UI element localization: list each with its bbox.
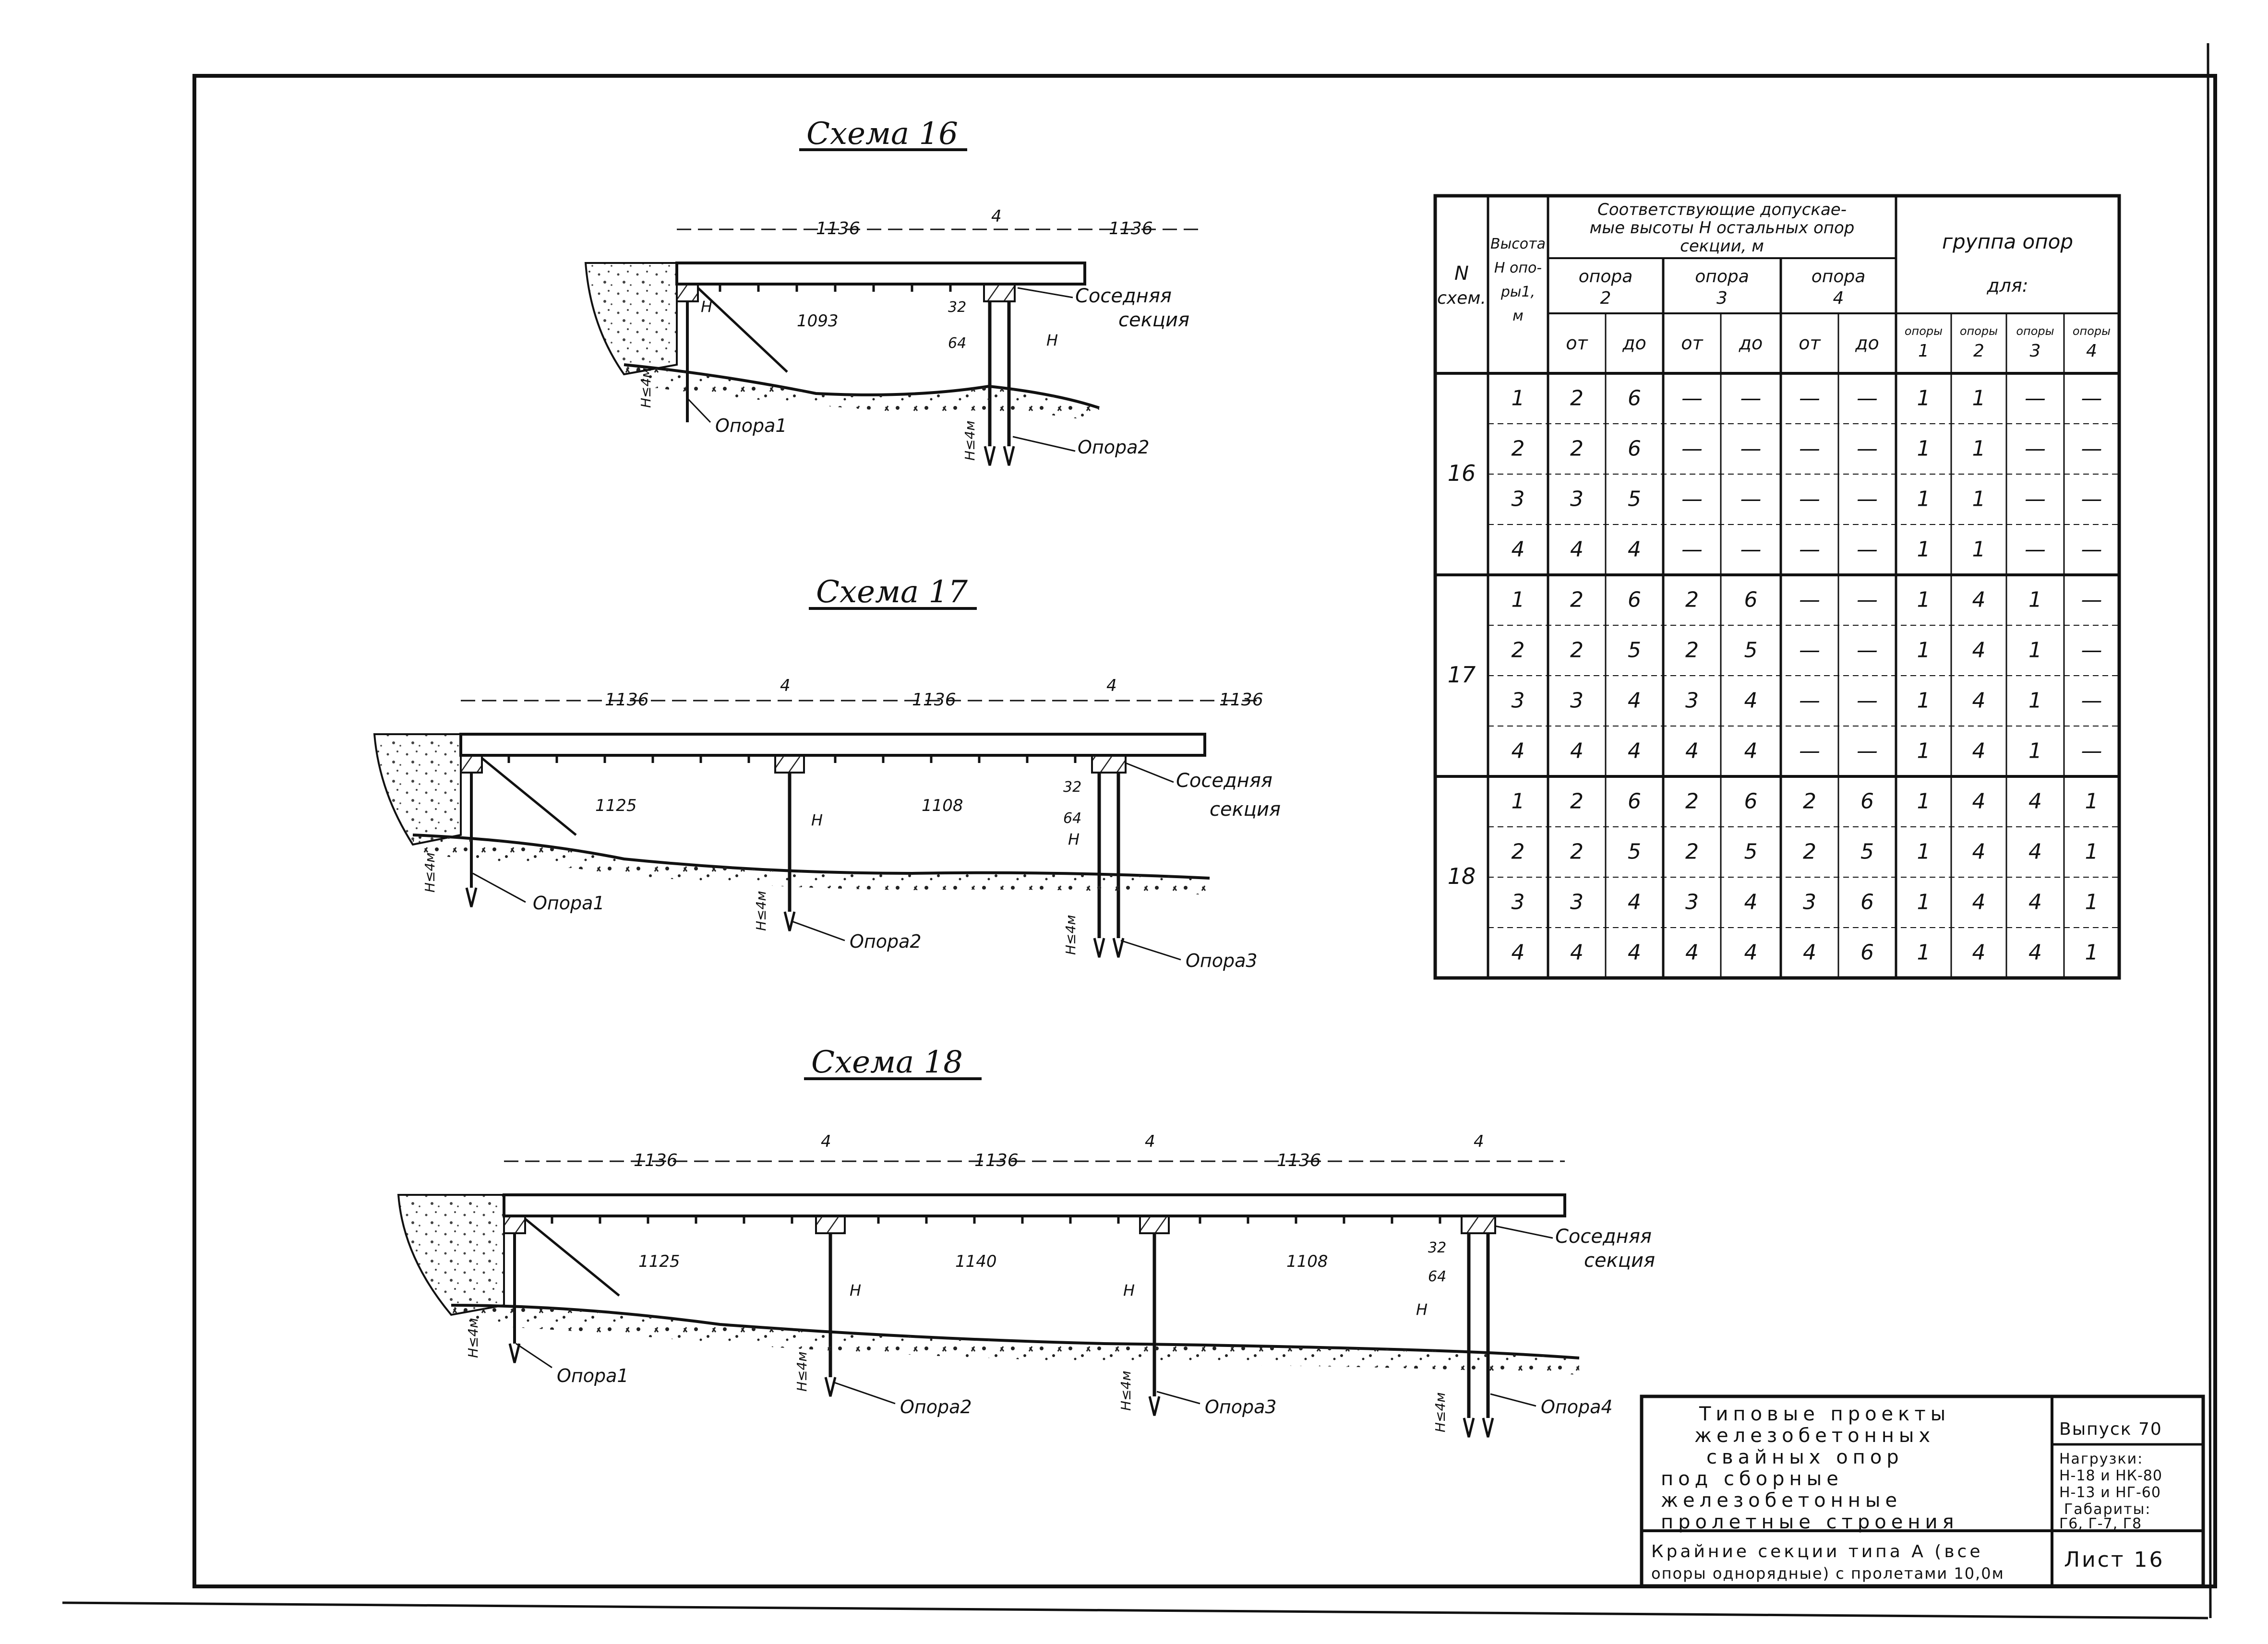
table-cell-h: 2 xyxy=(1511,638,1525,663)
scheme-17-support-1: Опора1 xyxy=(533,893,605,914)
scheme-18-clear-span-3: 1108 xyxy=(1286,1252,1328,1271)
table-cell-o2to: 4 xyxy=(1628,940,1641,965)
col-support-number: 2 xyxy=(1600,288,1611,308)
table-cell-o4from: — xyxy=(1799,487,1820,512)
col-scheme-label: схем. xyxy=(1437,288,1486,308)
col-group-label: группа опор xyxy=(1942,230,2074,253)
table-cell-o2from: 3 xyxy=(1570,890,1584,915)
scheme-18-diagram xyxy=(398,1045,1655,1437)
table-cell-o3from: — xyxy=(1681,436,1703,461)
col-group-sub-number: 1 xyxy=(1918,341,1929,361)
table-cell-o3from: 3 xyxy=(1685,688,1699,713)
table-cell-g1: 1 xyxy=(1917,638,1931,663)
scheme-16-adjacent-2: секция xyxy=(1118,309,1190,331)
table-cell-o2to: 5 xyxy=(1628,487,1641,512)
table-cell-o3to: — xyxy=(1740,436,1762,461)
table-cell-o2from: 4 xyxy=(1570,940,1584,965)
table-cell-o3to: 4 xyxy=(1744,890,1758,915)
table-cell-o3from: 2 xyxy=(1685,638,1699,663)
sheet-edge-right xyxy=(2208,43,2210,1618)
sheet-number: Лист 16 xyxy=(2064,1548,2165,1572)
table-cell-o4from: — xyxy=(1799,638,1820,663)
table-cell-o3to: 5 xyxy=(1744,638,1758,663)
table-cell-o4to: 6 xyxy=(1860,789,1874,814)
table-cell-o4to: 6 xyxy=(1860,890,1874,915)
table-cell-g3: 1 xyxy=(2028,638,2042,663)
table-cell-g3: 1 xyxy=(2028,587,2042,612)
scheme-17-gap-64: 64 xyxy=(1063,810,1082,827)
scheme-16-span-2: 1136 xyxy=(1109,219,1153,238)
table-cell-o3to: — xyxy=(1740,487,1762,512)
table-cell-o2to: 5 xyxy=(1628,839,1641,864)
table-cell-g4: 1 xyxy=(2085,890,2099,915)
table-cell-o2from: 3 xyxy=(1570,487,1584,512)
table-cell-o3from: 2 xyxy=(1685,789,1699,814)
col-n-label: N xyxy=(1454,262,1469,285)
support-heights-table xyxy=(1435,196,2119,978)
loads-line-2: Н-18 и НК-80 xyxy=(2059,1467,2162,1484)
table-scheme-number: 17 xyxy=(1447,662,1476,688)
table-cell-g3: 4 xyxy=(2028,890,2042,915)
table-cell-g1: 1 xyxy=(1917,890,1931,915)
table-cell-g4: — xyxy=(2081,436,2102,461)
table-cell-h: 1 xyxy=(1511,789,1525,814)
table-cell-g4: 1 xyxy=(2085,789,2099,814)
table-cell-o4to: — xyxy=(1857,587,1878,612)
scheme-18-h-2: H xyxy=(1123,1281,1135,1299)
table-cell-g1: 1 xyxy=(1917,386,1931,411)
drawing-title-line-2: опоры однорядные) с пролетами 10,0м xyxy=(1651,1564,2004,1583)
scheme-18-pile-1: H≤4м xyxy=(465,1318,481,1358)
table-scheme-number: 18 xyxy=(1447,863,1476,889)
scheme-17-adjacent-1: Соседняя xyxy=(1176,770,1272,792)
table-cell-h: 3 xyxy=(1511,487,1525,512)
title-block xyxy=(1642,1396,2203,1586)
scheme-18-support-4: Опора4 xyxy=(1541,1396,1613,1418)
col-group-sub-number: 3 xyxy=(2029,341,2041,361)
scheme-18-embankment xyxy=(398,1195,504,1315)
table-cell-g4: — xyxy=(2081,386,2102,411)
col-height-label: м xyxy=(1512,308,1524,324)
scheme-16-gap-32: 32 xyxy=(948,299,967,316)
table-cell-o2from: 2 xyxy=(1570,386,1584,411)
scheme-16-h-1: H xyxy=(701,298,713,316)
table-cell-h: 1 xyxy=(1511,587,1525,612)
scheme-17-embankment xyxy=(374,734,461,845)
table-cell-o3to: 4 xyxy=(1744,688,1758,713)
col-support-label: опора xyxy=(1811,267,1866,286)
col-group-sub-number: 4 xyxy=(2086,341,2097,361)
table-cell-o2from: 4 xyxy=(1570,739,1584,763)
scheme-17-joint-1: 4 xyxy=(780,676,791,695)
table-cell-o2to: 6 xyxy=(1628,789,1641,814)
scheme-18-clear-span-2: 1140 xyxy=(955,1252,997,1271)
table-cell-g4: — xyxy=(2081,688,2102,713)
table-cell-o4to: — xyxy=(1857,638,1878,663)
table-cell-o2to: 6 xyxy=(1628,386,1641,411)
table-cell-h: 4 xyxy=(1511,537,1525,562)
col-group-sub-number: 2 xyxy=(1973,341,1984,361)
table-cell-o4from: 4 xyxy=(1803,940,1816,965)
scheme-16-pile-1: H≤4м xyxy=(638,368,654,408)
table-cell-g2: 1 xyxy=(1972,436,1986,461)
table-cell-g3: 1 xyxy=(2028,739,2042,763)
table-cell-g4: — xyxy=(2081,487,2102,512)
table-cell-o3to: 4 xyxy=(1744,739,1758,763)
table-cell-h: 4 xyxy=(1511,940,1525,965)
col-heights-group-label: Соответствующие допускае- xyxy=(1597,200,1847,219)
col-support-number: 4 xyxy=(1833,288,1844,308)
table-cell-h: 2 xyxy=(1511,436,1525,461)
table-cell-g4: — xyxy=(2081,739,2102,763)
table-cell-o2to: 4 xyxy=(1628,537,1641,562)
issue-number: Выпуск 70 xyxy=(2059,1419,2162,1439)
scheme-18-title: Схема 18 xyxy=(811,1045,963,1080)
table-cell-g2: 4 xyxy=(1972,839,1986,864)
col-to-label: до xyxy=(1739,333,1763,354)
scheme-17-pile-2: H≤4м xyxy=(753,891,769,931)
table-cell-g3: 4 xyxy=(2028,839,2042,864)
scheme-18-joint-3: 4 xyxy=(1474,1132,1484,1151)
table-cell-o4from: 3 xyxy=(1803,890,1816,915)
drawing-title-line-1: Крайние секции типа А (все xyxy=(1651,1542,1983,1561)
table-cell-o3from: — xyxy=(1681,487,1703,512)
scheme-17-span-1: 1136 xyxy=(605,690,649,710)
scheme-18-joint-2: 4 xyxy=(1145,1132,1155,1151)
table-cell-g3: — xyxy=(2025,487,2046,512)
table-cell-g4: — xyxy=(2081,638,2102,663)
table-cell-o2to: 6 xyxy=(1628,587,1641,612)
col-support-label: опора xyxy=(1695,267,1749,286)
loads-line-1: Нагрузки: xyxy=(2059,1451,2144,1467)
col-height-label: Высота xyxy=(1490,236,1546,252)
table-cell-o4from: — xyxy=(1799,688,1820,713)
table-cell-o4from: — xyxy=(1799,739,1820,763)
scheme-18-gap-32: 32 xyxy=(1428,1239,1447,1256)
scheme-16-clear-span: 1093 xyxy=(797,311,839,331)
project-line-2: железобетонных xyxy=(1694,1425,1935,1447)
col-group-sub-label: опоры xyxy=(1904,324,1943,338)
table-cell-o4to: — xyxy=(1857,739,1878,763)
table-cell-g2: 4 xyxy=(1972,890,1986,915)
col-group-sub-label: опоры xyxy=(1959,324,1998,338)
scheme-18-pile-3: H≤4м xyxy=(1118,1370,1134,1411)
scheme-16-embankment xyxy=(586,263,677,374)
scheme-18-adjacent-1: Соседняя xyxy=(1555,1226,1652,1248)
col-to-label: до xyxy=(1855,333,1879,354)
table-cell-o2from: 2 xyxy=(1570,839,1584,864)
table-cell-h: 2 xyxy=(1511,839,1525,864)
table-cell-o2to: 6 xyxy=(1628,436,1641,461)
table-cell-o4to: 6 xyxy=(1860,940,1874,965)
table-cell-g4: — xyxy=(2081,537,2102,562)
scheme-16-support-1: Опора1 xyxy=(715,415,787,436)
table-cell-g1: 1 xyxy=(1917,789,1931,814)
scheme-18-gap-64: 64 xyxy=(1428,1268,1447,1285)
table-cell-g2: 4 xyxy=(1972,688,1986,713)
table-cell-g2: 4 xyxy=(1972,940,1986,965)
col-group-sub-label: опоры xyxy=(2016,324,2054,338)
table-cell-o3to: — xyxy=(1740,386,1762,411)
scheme-18-h-3: H xyxy=(1416,1300,1428,1319)
col-support-number: 3 xyxy=(1716,288,1728,308)
table-cell-o3from: — xyxy=(1681,537,1703,562)
scheme-18-support-3: Опора3 xyxy=(1205,1396,1277,1418)
scheme-18-pile-4: H≤4м xyxy=(1432,1392,1448,1432)
table-cell-o2to: 5 xyxy=(1628,638,1641,663)
scheme-18-support-2: Опора2 xyxy=(900,1396,972,1418)
table-cell-g3: 4 xyxy=(2028,940,2042,965)
scheme-17-diagram xyxy=(374,574,1281,971)
table-cell-o2from: 4 xyxy=(1570,537,1584,562)
loads-line-3: Н-13 и НГ-60 xyxy=(2059,1484,2161,1501)
table-cell-g3: 4 xyxy=(2028,789,2042,814)
col-support-label: опора xyxy=(1578,267,1633,286)
table-cell-g2: 4 xyxy=(1972,587,1986,612)
col-group-for-label: для: xyxy=(1987,275,2028,296)
table-cell-o2from: 2 xyxy=(1570,638,1584,663)
table-cell-o4to: — xyxy=(1857,386,1878,411)
scheme-16-span-1: 1136 xyxy=(816,219,860,238)
table-cell-o4to: 5 xyxy=(1860,839,1874,864)
scheme-16-gap-64: 64 xyxy=(948,335,967,352)
table-cell-o2from: 2 xyxy=(1570,436,1584,461)
scheme-17-pile-3: H≤4м xyxy=(1063,915,1079,955)
scheme-17-pile-1: H≤4м xyxy=(422,852,438,893)
scheme-17-joint-2: 4 xyxy=(1106,676,1117,695)
scheme-18-span-3: 1136 xyxy=(1277,1151,1321,1170)
table-cell-g4: 1 xyxy=(2085,839,2099,864)
scheme-17-title: Схема 17 xyxy=(816,574,968,610)
scheme-18-adjacent-2: секция xyxy=(1584,1250,1656,1272)
table-cell-g1: 1 xyxy=(1917,537,1931,562)
table-cell-o3to: 6 xyxy=(1744,789,1758,814)
table-cell-o2from: 3 xyxy=(1570,688,1584,713)
scheme-18-span-1: 1136 xyxy=(634,1151,678,1170)
scheme-16-pile-2: H≤4м xyxy=(962,420,978,461)
loads-line-4: Габариты: xyxy=(2064,1501,2151,1518)
table-cell-o2to: 4 xyxy=(1628,739,1641,763)
table-cell-o4from: — xyxy=(1799,436,1820,461)
table-cell-g3: — xyxy=(2025,436,2046,461)
col-height-label: ры1, xyxy=(1500,284,1536,300)
table-cell-o2from: 2 xyxy=(1570,587,1584,612)
col-from-label: от xyxy=(1799,333,1821,354)
scheme-17-support-3: Опора3 xyxy=(1186,950,1258,971)
scheme-16-h-2: H xyxy=(1046,331,1058,349)
table-cell-o3from: 2 xyxy=(1685,587,1699,612)
table-cell-h: 3 xyxy=(1511,688,1525,713)
table-cell-o4from: — xyxy=(1799,587,1820,612)
table-cell-g4: 1 xyxy=(2085,940,2099,965)
project-line-5: железобетонные xyxy=(1661,1489,1902,1512)
table-cell-o4from: 2 xyxy=(1803,839,1816,864)
table-cell-o3from: 3 xyxy=(1685,890,1699,915)
loads-line-5: Г6, Г-7, Г8 xyxy=(2059,1515,2142,1532)
scheme-18-deck xyxy=(504,1195,1565,1216)
table-cell-g1: 1 xyxy=(1917,587,1931,612)
table-cell-g2: 4 xyxy=(1972,789,1986,814)
scheme-17-span-2: 1136 xyxy=(912,690,956,710)
scheme-17-span-3: 1136 xyxy=(1219,690,1263,710)
col-to-label: до xyxy=(1622,333,1646,354)
scheme-18-joint-1: 4 xyxy=(821,1132,831,1151)
table-cell-o3to: 6 xyxy=(1744,587,1758,612)
scheme-17-adjacent-2: секция xyxy=(1210,798,1281,821)
table-cell-o3to: 4 xyxy=(1744,940,1758,965)
scheme-18-span-2: 1136 xyxy=(974,1151,1019,1170)
scheme-17-clear-span-1: 1125 xyxy=(595,796,637,815)
table-cell-g1: 1 xyxy=(1917,739,1931,763)
col-from-label: от xyxy=(1681,333,1703,354)
table-cell-o3from: 4 xyxy=(1685,940,1699,965)
table-cell-g2: 1 xyxy=(1972,386,1986,411)
scheme-18-pile-2: H≤4м xyxy=(794,1351,810,1392)
table-cell-o2to: 4 xyxy=(1628,688,1641,713)
scheme-16-adjacent-1: Соседняя xyxy=(1075,285,1172,307)
scheme-18-clear-span-1: 1125 xyxy=(638,1252,680,1271)
scheme-18-h-1: H xyxy=(850,1281,862,1299)
table-cell-g3: — xyxy=(2025,386,2046,411)
table-cell-o3to: 5 xyxy=(1744,839,1758,864)
table-cell-g1: 1 xyxy=(1917,487,1931,512)
scheme-16-support-2: Опора2 xyxy=(1078,437,1150,458)
project-line-4: под сборные xyxy=(1661,1468,1843,1490)
table-cell-g3: — xyxy=(2025,537,2046,562)
table-cell-g1: 1 xyxy=(1917,839,1931,864)
scheme-18-support-1: Опора1 xyxy=(557,1365,629,1386)
table-cell-o2to: 4 xyxy=(1628,890,1641,915)
table-cell-h: 4 xyxy=(1511,739,1525,763)
scheme-17-gap-32: 32 xyxy=(1063,779,1082,796)
table-cell-g2: 4 xyxy=(1972,638,1986,663)
table-cell-o3from: 4 xyxy=(1685,739,1699,763)
table-scheme-number: 16 xyxy=(1447,460,1476,486)
table-cell-o3from: 2 xyxy=(1685,839,1699,864)
table-cell-h: 3 xyxy=(1511,890,1525,915)
table-cell-o4to: — xyxy=(1857,537,1878,562)
project-line-3: свайных опор xyxy=(1706,1446,1904,1468)
col-from-label: от xyxy=(1566,333,1588,354)
scheme-16-deck xyxy=(677,263,1085,284)
table-cell-h: 1 xyxy=(1511,386,1525,411)
table-cell-o2from: 2 xyxy=(1570,789,1584,814)
table-cell-g2: 1 xyxy=(1972,487,1986,512)
col-height-label: H опо- xyxy=(1494,260,1542,276)
table-cell-g3: 1 xyxy=(2028,688,2042,713)
scheme-17-clear-span-2: 1108 xyxy=(922,796,963,815)
table-cell-o4to: — xyxy=(1857,436,1878,461)
table-cell-o3to: — xyxy=(1740,537,1762,562)
table-cell-o3from: — xyxy=(1681,386,1703,411)
table-cell-g2: 1 xyxy=(1972,537,1986,562)
table-cell-g4: — xyxy=(2081,587,2102,612)
col-heights-group-label: мые высоты H остальных опор xyxy=(1589,218,1855,238)
col-group-sub-label: опоры xyxy=(2072,324,2111,338)
project-line-6: пролетные строения xyxy=(1661,1511,1959,1533)
table-cell-o4from: 2 xyxy=(1803,789,1816,814)
col-heights-group-label: секции, м xyxy=(1680,237,1764,256)
table-cell-g1: 1 xyxy=(1917,940,1931,965)
table-cell-o4to: — xyxy=(1857,688,1878,713)
table-cell-g2: 4 xyxy=(1972,739,1986,763)
table-cell-o4from: — xyxy=(1799,386,1820,411)
scheme-17-deck xyxy=(461,734,1205,755)
table-cell-o4from: — xyxy=(1799,537,1820,562)
scheme-16-joint: 4 xyxy=(991,207,1002,226)
scheme-17-support-2: Опора2 xyxy=(850,931,922,952)
scheme-16-title: Схема 16 xyxy=(806,116,958,152)
scheme-17-h-1: H xyxy=(811,811,823,829)
table-cell-g1: 1 xyxy=(1917,436,1931,461)
table-cell-g1: 1 xyxy=(1917,688,1931,713)
project-line-1: Типовые проекты xyxy=(1699,1403,1951,1425)
scheme-17-h-2: H xyxy=(1068,830,1080,848)
table-cell-o4to: — xyxy=(1857,487,1878,512)
scheme-16-diagram xyxy=(586,116,1205,465)
sheet-edge-bottom xyxy=(62,1603,2208,1618)
